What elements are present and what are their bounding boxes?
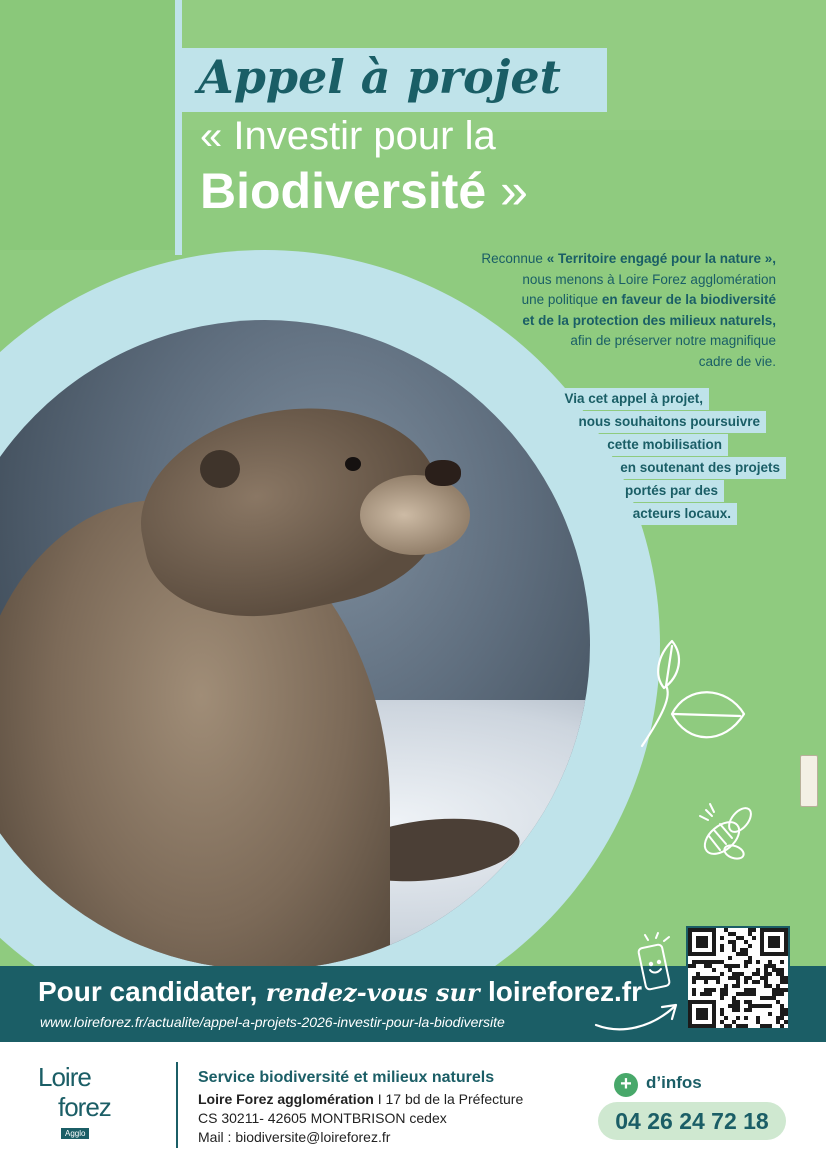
title-biodiversite xyxy=(200,162,528,220)
logo-agglo-tag: Agglo xyxy=(61,1128,89,1139)
intro-line-1 xyxy=(416,249,776,270)
plus-icon: + xyxy=(614,1073,638,1097)
title-close-quote: » xyxy=(486,163,528,219)
intro-text: Reconnue xyxy=(481,251,547,266)
via-line-3: cette mobilisation xyxy=(572,434,728,456)
address-line-1 xyxy=(198,1090,523,1109)
address-line-2: CS 30211- 42605 MONTBRISON cedex xyxy=(198,1110,447,1126)
project-url-link[interactable]: www.loireforez.fr/actualite/appel-a-projets-2026-investir-pour-la-biodiversite xyxy=(40,1014,505,1030)
logo-line-2: forez xyxy=(58,1092,111,1122)
qr-code[interactable] xyxy=(686,926,790,1030)
cta-text xyxy=(38,976,642,1008)
title-investir: « Investir pour la xyxy=(200,114,496,158)
address-block xyxy=(198,1090,523,1147)
footer-separator xyxy=(176,1062,178,1148)
bee-icon xyxy=(692,796,762,866)
via-line-4: en soutenant des projets xyxy=(558,457,786,479)
via-line-5: portés par des xyxy=(578,480,724,502)
otter-muzzle xyxy=(360,475,470,555)
via-line-6: acteurs locaux. xyxy=(575,503,737,525)
intro-paragraph xyxy=(416,249,776,372)
loire-forez-logo xyxy=(38,1062,168,1142)
more-info-label: d’infos xyxy=(646,1073,702,1092)
via-line-1: Via cet appel à projet, xyxy=(528,388,709,410)
otter-eye xyxy=(345,457,361,471)
address-street: I 17 bd de la Préfecture xyxy=(373,1091,524,1107)
phone-number[interactable]: 04 26 24 72 18 xyxy=(598,1102,786,1140)
intro-line-2: nous menons à Loire Forez agglomération xyxy=(522,271,776,287)
intro-line-6: cadre de vie. xyxy=(698,353,776,369)
otter-ear xyxy=(200,450,240,488)
intro-bold: en faveur de la biodiversité xyxy=(601,292,776,307)
intro-bold: et de la protection des milieux naturels, xyxy=(522,312,776,328)
cta-italic: rendez-vous sur xyxy=(257,978,488,1007)
address-org: Loire Forez agglomération xyxy=(198,1091,374,1107)
smartphone-icon xyxy=(636,932,676,996)
title-biodiversite-word: Biodiversité xyxy=(200,163,487,219)
curved-arrow-icon xyxy=(592,995,682,1035)
intro-bold: « Territoire engagé pour la nature », xyxy=(546,251,776,266)
via-line-2: nous souhaitons poursuivre xyxy=(540,411,766,433)
cta-site-link[interactable]: loireforez.fr xyxy=(488,976,643,1007)
qr-code-pattern xyxy=(688,928,788,1028)
logo-line-1: Loire xyxy=(38,1062,91,1092)
top-left-panel xyxy=(0,0,180,250)
otter-nose xyxy=(425,460,461,486)
email-line[interactable]: Mail : biodiversite@loireforez.fr xyxy=(198,1129,391,1145)
title-appel-a-projet: Appel à projet xyxy=(198,50,561,104)
leaf-icon xyxy=(632,636,747,756)
intro-line-3 xyxy=(416,290,776,311)
certification-badge-icon xyxy=(800,755,818,807)
intro-line-4 xyxy=(416,311,776,332)
cta-strong: Pour candidater, xyxy=(38,976,258,1007)
intro-text: une politique xyxy=(521,292,602,307)
service-name: Service biodiversité et milieux naturels xyxy=(198,1069,495,1086)
vertical-rule xyxy=(175,0,182,255)
intro-line-5: afin de préserver notre magnifique xyxy=(570,333,776,348)
